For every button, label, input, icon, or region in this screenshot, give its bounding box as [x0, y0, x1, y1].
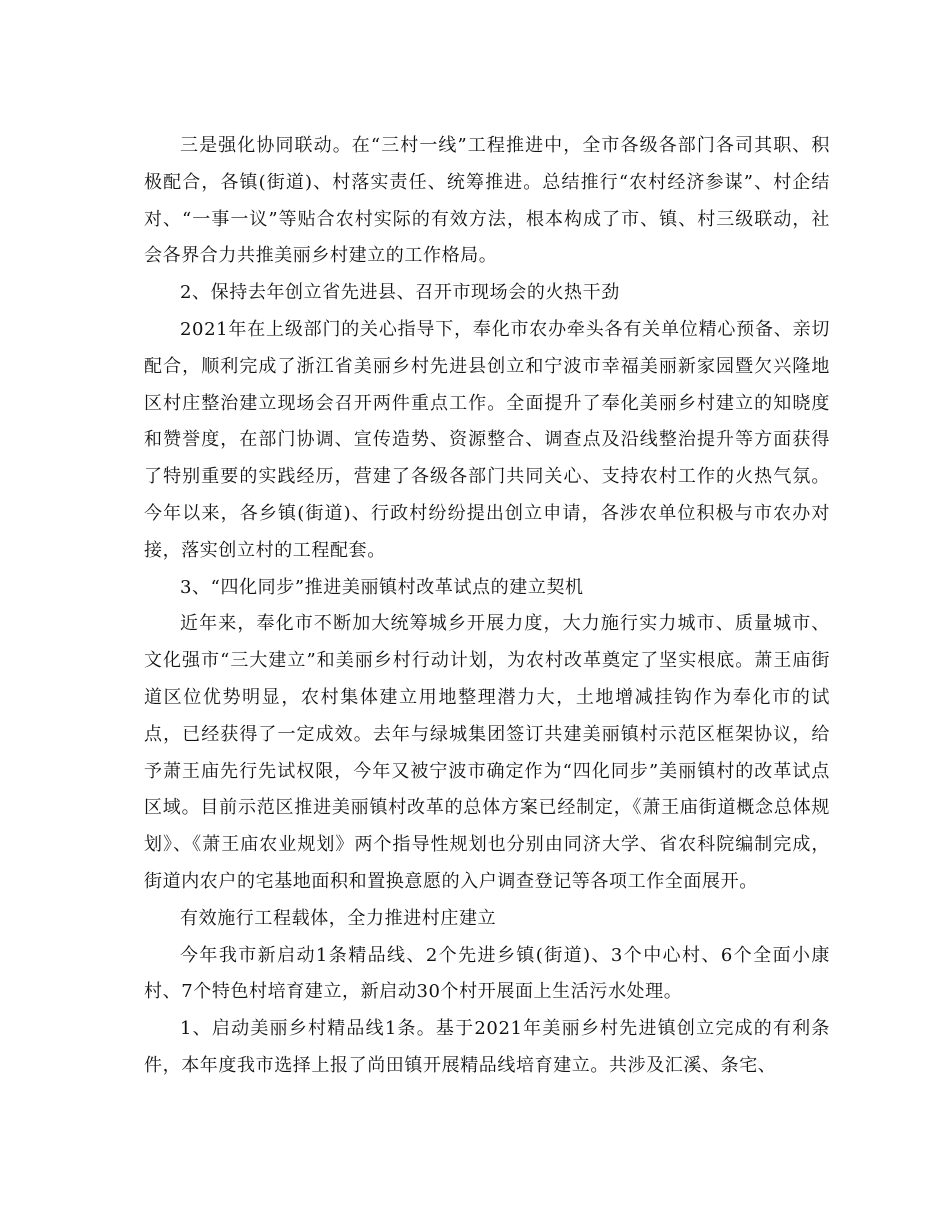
section-heading-2: 2、保持去年创立省先进县、召开市现场会的火热干劲	[180, 282, 620, 304]
section-heading-3: 3、“四化同步”推进美丽镇村改革试点的建立契机	[180, 576, 584, 598]
paragraph-reform-pilot: 近年来，奉化市不断加大统筹城乡开展力度，大力施行实力城市、质量城市、文化强市“三大建立”和美丽乡村行动计划，为农村改革奠定了坚实根底。萧王庙街道区位优势明显，农村集体建立用地整理潜力大，土地增减挂钩作为奉化市的试点，已经获得了一定成效。去年与绿城集团签订共建美丽镇村示范区框架协议，给予萧王庙先行先试权限，今年又被宁波市确定作为“四化同步”美丽镇村的改革试点区域。目前示范区推进美丽镇村改革的总体方案已经制定，《萧王庙街道概念总体规划》、《萧王庙农业规划》两个指导性规划也分别由同济大学、省农科院编制完成，街道内农户的宅基地面积和置换意愿的入户调查登记等各项工作全面展开。	[144, 613, 830, 892]
section-heading-projects: 有效施行工程载体，全力推进村庄建立	[180, 907, 497, 929]
paragraph-coordination: 三是强化协同联动。在“三村一线”工程推进中，全市各级各部门各司其职、积极配合，各镇(街道)、村落实责任、统筹推进。总结推行“农村经济参谋”、村企结对、“一事一议”等贴合农村实际的有效方法，根本构成了市、镇、村三级联动，社会各界合力共推美丽乡村建立的工作格局。	[144, 135, 830, 267]
paragraph-new-projects: 今年我市新启动1条精品线、2个先进乡镇(街道)、3个中心村、6个全面小康村、7个特色村培育建立，新启动30个村开展面上生活污水处理。	[144, 944, 830, 1003]
paragraph-quality-route: 1、启动美丽乡村精品线1条。基于2021年美丽乡村先进镇创立完成的有利条件，本年度我市选择上报了尚田镇开展精品线培育建立。共涉及汇溪、条宅、	[144, 1018, 830, 1076]
paragraph-2021-work: 2021年在上级部门的关心指导下，奉化市农办牵头各有关单位精心预备、亲切配合，顺利完成了浙江省美丽乡村先进县创立和宁波市幸福美丽新家园暨欠兴隆地区村庄整治建立现场会召开两件重点工作。全面提升了奉化美丽乡村建立的知晓度和赞誉度，在部门协调、宣传造势、资源整合、调查点及沿线整治提升等方面获得了特别重要的实践经历，营建了各级各部门共同关心、支持农村工作的火热气氛。今年以来，各乡镇(街道)、行政村纷纷提出创立申请，各涉农单位积极与市农办对接，落实创立村的工程配套。	[144, 318, 830, 561]
